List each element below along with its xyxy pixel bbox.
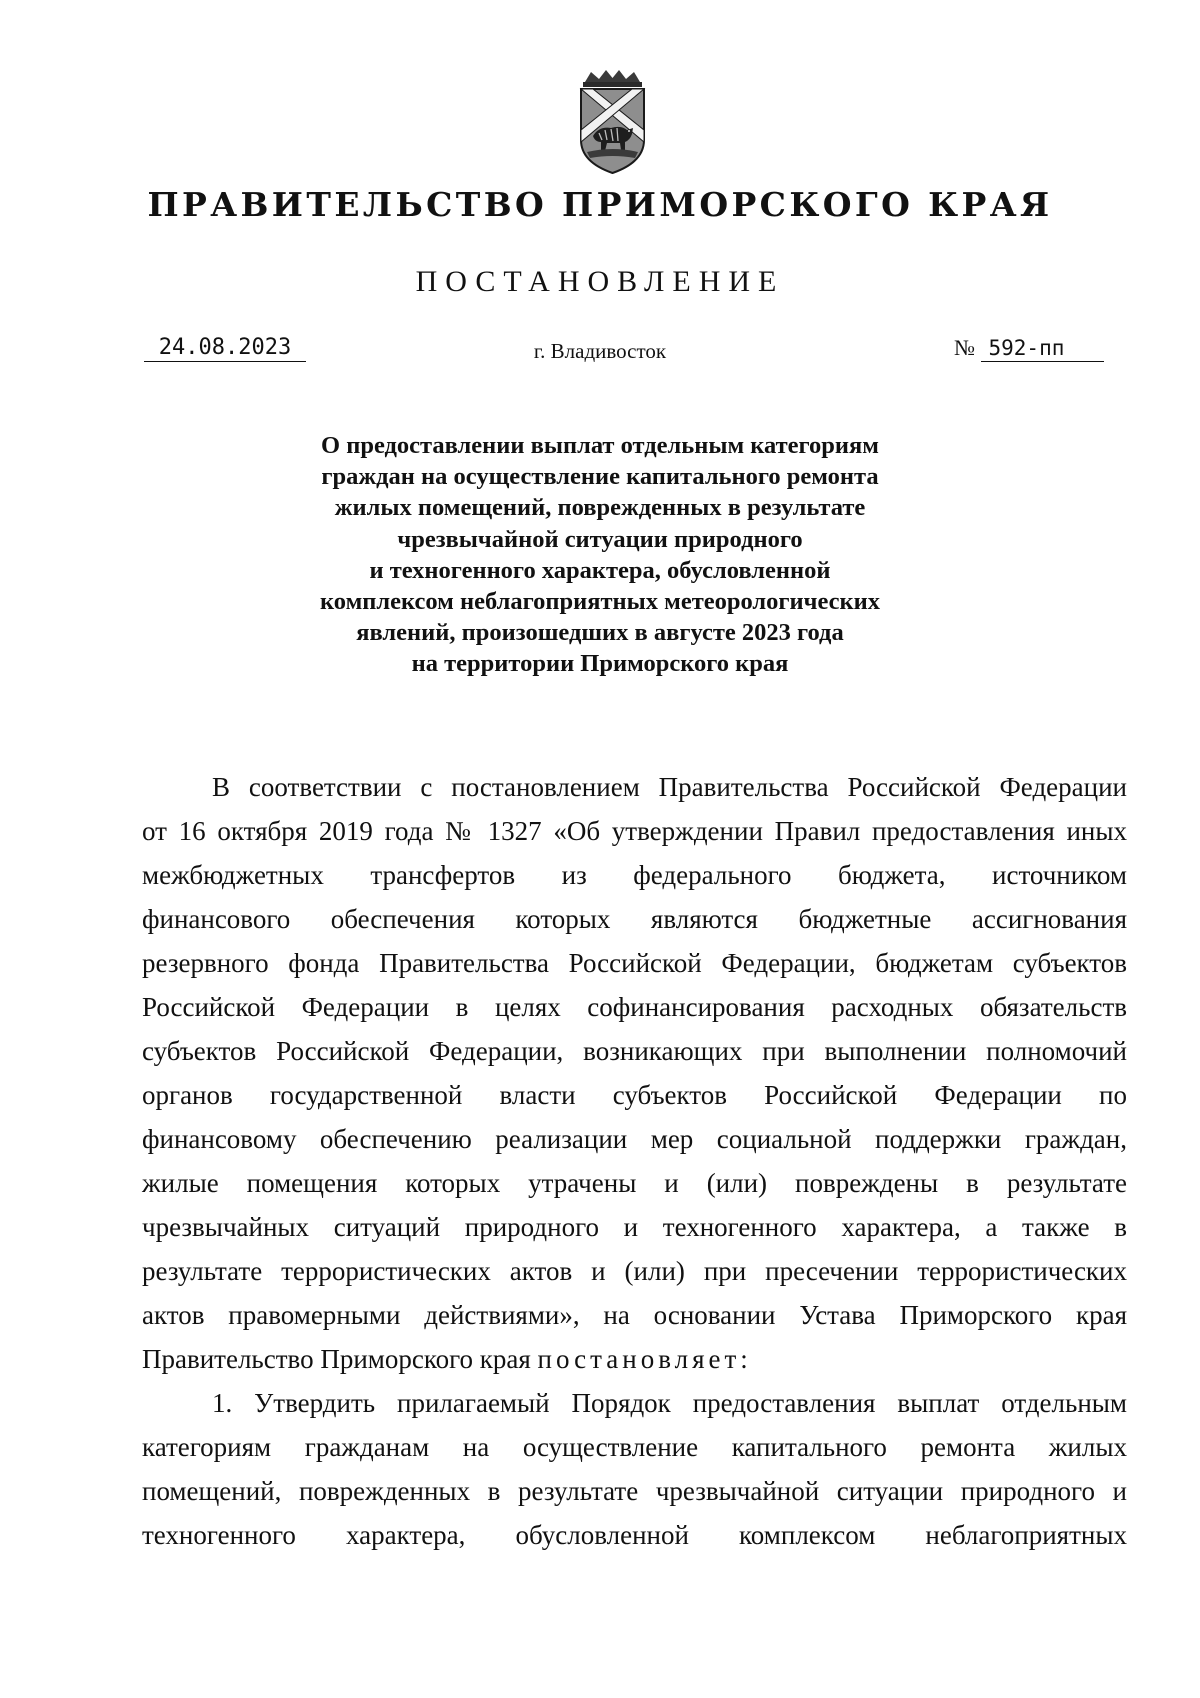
preamble-line: Российской Федерации в целях софинансирования расходных обязательств [142,992,1127,1022]
document-city: г. Владивосток [533,339,667,363]
preamble-line: финансового обеспечения которых являются бюджетные ассигнования [142,904,1127,934]
preamble-line: субъектов Российской Федерации, возникающих при выполнении полномочий [142,1036,1127,1066]
resolve-prefix: Правительство Приморского края [142,1344,538,1374]
item-1-line: 1. Утвердить прилагаемый Порядок предоставления выплат отдельным [212,1388,1127,1418]
preamble-line: от 16 октября 2019 года № 1327 «Об утверждении Правил предоставления иных [142,816,1127,846]
preamble-line: результате террористических актов и (или) при пресечении террористических [142,1256,1127,1286]
preamble-line: В соответствии с постановлением Правительства Российской Федерации [212,772,1127,802]
item-1-line: техногенного характера, обусловленной комплексом неблагоприятных [142,1520,1127,1550]
subject-line: на территории Приморского края [411,650,789,678]
subject-line: комплексом неблагоприятных метеорологических [320,588,880,616]
item-1-line: категориям гражданам на осуществление капитального ремонта жилых [142,1432,1127,1462]
document-number [954,335,1104,362]
number-label: № [954,335,975,360]
subject-line: О предоставлении выплат отдельным категориям [321,432,879,459]
preamble-line: резервного фонда Правительства Российской Федерации, бюджетам субъектов [142,948,1127,978]
subject-line: жилых помещений, поврежденных в результате [334,494,866,522]
coat-of-arms-icon [575,70,650,175]
resolve-word: постановляет: [537,1344,752,1374]
preamble-line: межбюджетных трансфертов из федерального бюджета, источником [142,860,1127,890]
preamble-line: органов государственной власти субъектов Российской Федерации по [142,1080,1127,1110]
item-1-line: помещений, поврежденных в результате чрезвычайной ситуации природного и [142,1476,1127,1506]
document-subject [200,430,1000,680]
document-body [142,765,1127,1557]
document-type: ПОСТАНОВЛЕНИЕ [415,265,785,298]
subject-line: граждан на осуществление капитального ремонта [321,463,879,491]
resolve-line [142,1337,1127,1381]
number-value: 592-пп [981,336,1104,362]
subject-line: чрезвычайной ситуации природного [397,525,803,553]
preamble-line: актов правомерными действиями», на основании Устава Приморского края [142,1300,1127,1330]
subject-line: и техногенного характера, обусловленной [369,556,831,584]
coat-of-arms-emblem [575,70,650,175]
organization-title: ПРАВИТЕЛЬСТВО ПРИМОРСКОГО КРАЯ [147,185,1053,224]
preamble-line: финансовому обеспечению реализации мер социальной поддержки граждан, [142,1124,1127,1154]
preamble-line: жилые помещения которых утрачены и (или) повреждены в результате [142,1168,1127,1198]
subject-line: явлений, произошедших в августе 2023 года [356,619,844,647]
document-date: 24.08.2023 [144,335,306,362]
preamble-line: чрезвычайных ситуаций природного и техногенного характера, а также в [142,1212,1127,1242]
